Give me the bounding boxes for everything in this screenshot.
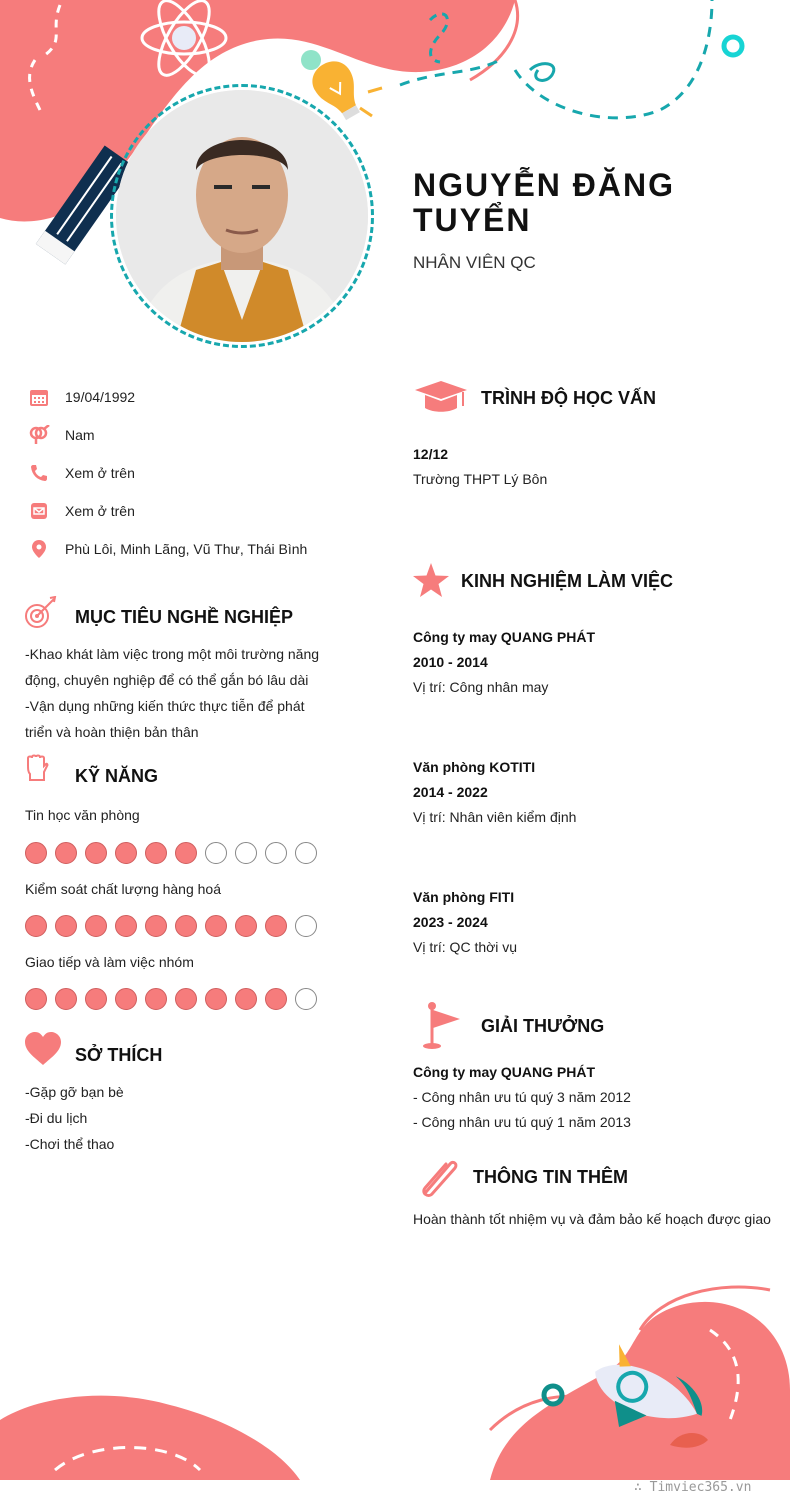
objective-line: triển và hoàn thiện bản thân	[25, 724, 199, 740]
experience-period: 2014 - 2022	[413, 784, 488, 800]
experience-company: Văn phòng KOTITI	[413, 759, 536, 775]
rating-dot-filled	[235, 988, 257, 1010]
phone-icon	[28, 462, 50, 484]
additional-text: Hoàn thành tốt nhiệm vụ và đảm bảo kế hoạch được giao	[413, 1211, 771, 1227]
graduation-cap-icon	[413, 380, 469, 414]
rating-dot-filled	[145, 915, 167, 937]
rating-dot-empty	[205, 842, 227, 864]
rating-dot-filled	[25, 842, 47, 864]
gender-icon	[28, 424, 50, 446]
rating-dot-filled	[175, 915, 197, 937]
heart-icon	[24, 1032, 62, 1066]
skill-rating	[25, 842, 317, 864]
gender-text: Nam	[65, 427, 95, 443]
rating-dot-filled	[145, 842, 167, 864]
rating-dot-filled	[235, 915, 257, 937]
brand-watermark: ∴ Timviec365.vn	[634, 1480, 752, 1495]
experience-period: 2023 - 2024	[413, 914, 488, 930]
rating-dot-filled	[145, 988, 167, 1010]
skills-title: KỸ NĂNG	[75, 766, 159, 786]
additional-title: THÔNG TIN THÊM	[473, 1167, 628, 1187]
rating-dot-empty	[295, 842, 317, 864]
award-item: - Công nhân ưu tú quý 1 năm 2013	[413, 1114, 631, 1130]
rating-dot-empty	[295, 988, 317, 1010]
rating-dot-filled	[55, 842, 77, 864]
objective-line: -Vận dụng những kiến thức thực tiễn để phát	[25, 698, 305, 714]
experience-entry	[413, 885, 517, 960]
award-item: - Công nhân ưu tú quý 3 năm 2012	[413, 1089, 631, 1105]
awards-title: GIẢI THƯỞNG	[481, 1016, 605, 1036]
rating-dot-filled	[175, 842, 197, 864]
footer-blob-decoration	[0, 1270, 800, 1480]
rating-dot-filled	[115, 915, 137, 937]
education-school: Trường THPT Lý Bôn	[413, 471, 548, 487]
rating-dot-filled	[85, 988, 107, 1010]
phone-text: Xem ở trên	[65, 465, 135, 481]
experience-position: Vị trí: Nhân viên kiểm định	[413, 809, 577, 825]
rating-dot-filled	[55, 988, 77, 1010]
email-icon	[28, 500, 50, 522]
objective-line: -Khao khát làm việc trong một môi trường năng	[25, 646, 320, 662]
rating-dot-filled	[55, 915, 77, 937]
rating-dot-filled	[205, 988, 227, 1010]
skill-label: Tin học văn phòng	[25, 807, 140, 823]
contact-birthdate	[28, 386, 135, 408]
experience-period: 2010 - 2014	[413, 654, 488, 670]
hobbies-list	[25, 1079, 124, 1157]
education-entry	[413, 442, 547, 492]
contact-address	[28, 538, 307, 560]
flag-icon	[420, 1002, 464, 1050]
target-icon	[24, 596, 58, 630]
rating-dot-filled	[265, 915, 287, 937]
paperclip-icon	[416, 1156, 460, 1198]
address-text: Phù Lôi, Minh Lãng, Vũ Thư, Thái Bình	[65, 541, 308, 557]
skill-rating	[25, 915, 317, 937]
rating-dot-filled	[265, 988, 287, 1010]
objective-title: MỤC TIÊU NGHỀ NGHIỆP	[75, 607, 294, 627]
job-title: NHÂN VIÊN QC	[413, 253, 536, 272]
education-title: TRÌNH ĐỘ HỌC VẤN	[481, 388, 656, 408]
award-company: Công ty may QUANG PHÁT	[413, 1064, 596, 1080]
education-level: 12/12	[413, 446, 449, 462]
rating-dot-filled	[85, 915, 107, 937]
contact-phone	[28, 462, 135, 484]
hobbies-title: SỞ THÍCH	[75, 1045, 163, 1065]
rating-dot-filled	[115, 842, 137, 864]
rating-dot-filled	[85, 842, 107, 864]
experience-position: Vị trí: QC thời vụ	[413, 939, 518, 955]
experience-title: KINH NGHIỆM LÀM VIỆC	[461, 571, 674, 591]
experience-company: Văn phòng FITI	[413, 889, 515, 905]
rating-dot-empty	[295, 915, 317, 937]
hobby-item: -Chơi thể thao	[25, 1136, 115, 1152]
objective-text	[25, 641, 320, 745]
rating-dot-filled	[175, 988, 197, 1010]
skill-label: Giao tiếp và làm việc nhóm	[25, 954, 194, 970]
hobby-item: -Đi du lịch	[25, 1110, 88, 1126]
rating-dot-empty	[265, 842, 287, 864]
calendar-icon	[28, 386, 50, 408]
experience-company: Công ty may QUANG PHÁT	[413, 629, 596, 645]
email-text: Xem ở trên	[65, 503, 135, 519]
experience-entry	[413, 755, 576, 830]
rating-dot-filled	[115, 988, 137, 1010]
skill-label: Kiểm soát chất lượng hàng hoá	[25, 881, 222, 897]
rating-dot-filled	[25, 915, 47, 937]
experience-position: Vị trí: Công nhân may	[413, 679, 549, 695]
skill-rating	[25, 988, 317, 1010]
contact-email	[28, 500, 135, 522]
fist-icon	[25, 754, 49, 784]
star-icon	[413, 563, 449, 597]
hobby-item: -Gặp gỡ bạn bè	[25, 1084, 124, 1100]
rating-dot-filled	[25, 988, 47, 1010]
location-icon	[28, 538, 50, 560]
rating-dot-filled	[205, 915, 227, 937]
awards-entry	[413, 1060, 631, 1135]
profile-photo	[116, 90, 368, 342]
experience-entry	[413, 625, 595, 700]
birthdate-text: 19/04/1992	[65, 389, 136, 405]
rating-dot-empty	[235, 842, 257, 864]
objective-line: động, chuyên nghiệp để có thể gắn bó lâu dài	[25, 672, 309, 688]
contact-gender	[28, 424, 95, 446]
candidate-name: NGUYỄN ĐĂNG TUYỂN	[413, 167, 676, 238]
